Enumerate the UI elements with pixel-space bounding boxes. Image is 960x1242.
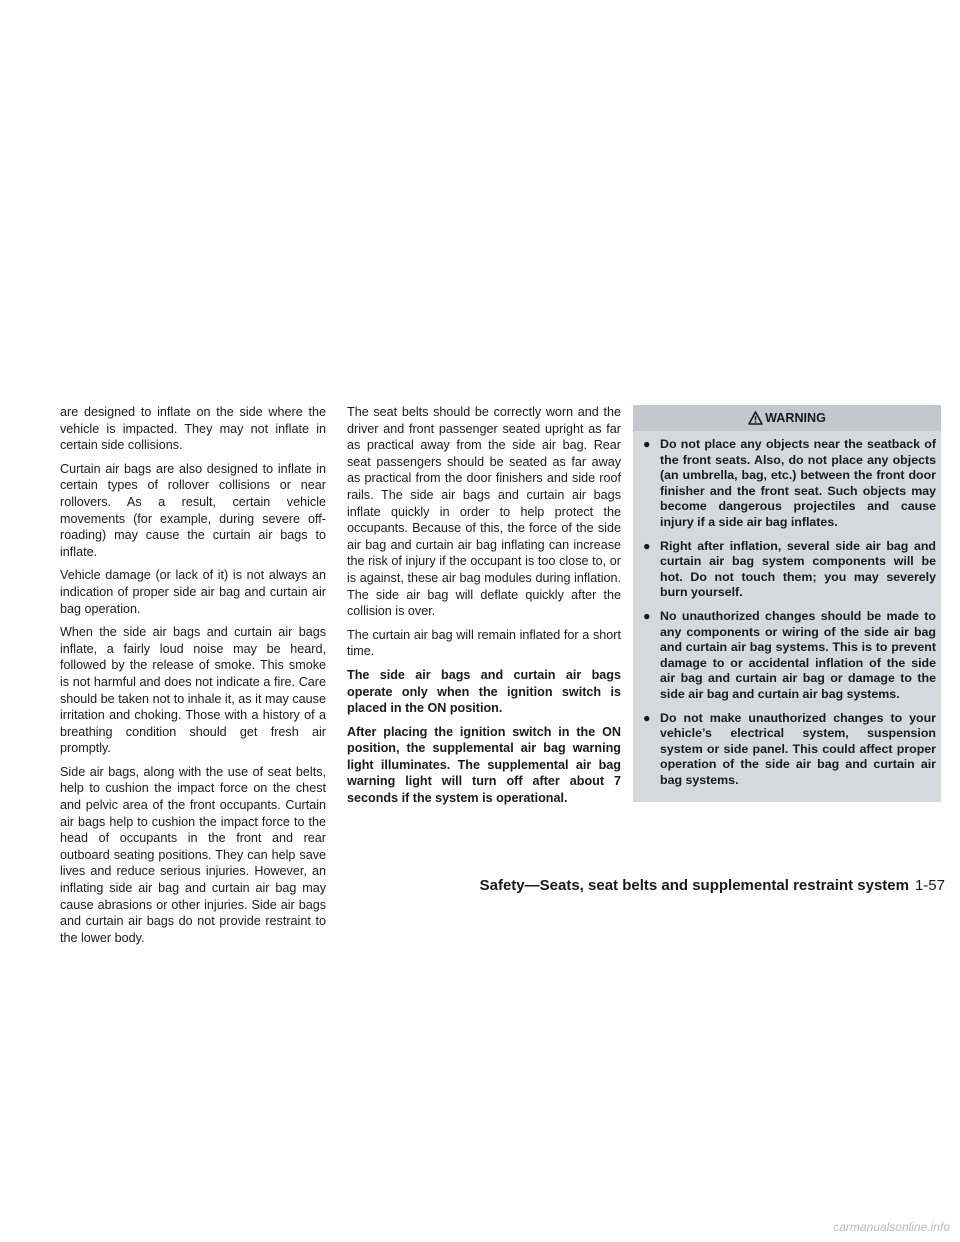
paragraph: When the side air bags and curtain air bags inflate, a fairly loud noise may be heard, followed by the release of smoke. This smoke is not harmful and does not indicate a fire. Care should be taken not to inhale it, as it may cause irritation and choking. Those with a history of a breathing condition should get fresh air promptly.: [60, 625, 326, 756]
text-column-left: [60, 404, 326, 953]
warning-box: [633, 405, 941, 802]
watermark: carmanualsonline.info: [833, 1220, 950, 1234]
warning-item: [643, 609, 936, 703]
bullet-icon: ●: [643, 437, 651, 451]
warning-item-text: Do not make unauthorized changes to your vehicle’s electrical system, suspension system or side panel. This could affect proper operation of the side air bag and curtain air bag systems.: [660, 710, 936, 787]
warning-item: [643, 711, 936, 789]
warning-item-text: Right after inflation, several side air bag and curtain air bag system components will be hot. Do not touch them; you may severely burn yourself.: [660, 538, 936, 600]
warning-header: [633, 405, 941, 431]
text-column-middle: [347, 404, 621, 814]
paragraph: The seat belts should be correctly worn and the driver and front passenger seated upright as far as practical away from the side air bag. Rear seat passengers should be seated as far away as practical from the door finishers and side roof rails. The side air bags and curtain air bags inflate quickly in order to help protect the occupants. Because of this, the force of the side air bag and curtain air bag inflating can increase the risk of injury if the occupant is too close to, or is against, these air bag modules during inflation. The side air bag will deflate quickly after the collision is over.: [347, 405, 621, 619]
page-number: 1-57: [914, 877, 945, 894]
warning-item: [643, 539, 936, 601]
warning-list: [633, 431, 941, 802]
bullet-icon: ●: [643, 710, 651, 725]
warning-item: [643, 437, 936, 531]
section-title: Safety—Seats, seat belts and supplemental restraint system: [479, 877, 909, 894]
warning-triangle-icon: [748, 411, 763, 425]
bold-paragraph: The side air bags and curtain air bags operate only when the ignition switch is placed in the ON position.: [347, 667, 621, 716]
paragraph: are designed to inflate on the side where the vehicle is impacted. They may not inflate in certain side collisions.: [60, 405, 326, 453]
page-footer: [455, 877, 945, 894]
warning-item-text: Do not place any objects near the seatback of the front seats. Also, do not place any objects (an umbrella, bag, etc.) between the front door finisher and the front seat. Such objects may become dangerous projectiles and cause injury if a side air bag inflates.: [660, 437, 936, 529]
paragraph: Side air bags, along with the use of seat belts, help to cushion the impact force on the chest and pelvic area of the front occupants. Curtain air bags help to cushion the impact force to the head of occupants in the front and rear outboard seating positions. They can help save lives and reduce serious injuries. However, an inflating side air bag and curtain air bag may cause abrasions or other injuries. Side air bags and curtain air bags do not provide restraint to the lower body.: [60, 764, 326, 945]
bold-paragraph: After placing the ignition switch in the ON position, the supplemental air bag warning light illuminates. The supplemental air bag warning light will turn off after about 7 seconds if the system is operational.: [347, 724, 621, 806]
paragraph: Curtain air bags are also designed to inflate in certain types of rollover collisions or near rollovers. As a result, certain vehicle movements (for example, during severe off-roading) may cause the curtain air bags to inflate.: [60, 461, 326, 559]
bullet-icon: ●: [643, 538, 651, 553]
warning-title: WARNING: [765, 411, 826, 425]
bullet-icon: ●: [643, 608, 651, 623]
paragraph: Vehicle damage (or lack of it) is not always an indication of proper side air bag and curtain air bag operation.: [60, 568, 326, 616]
paragraph: The curtain air bag will remain inflated for a short time.: [347, 627, 621, 659]
warning-item-text: No unauthorized changes should be made to any components or wiring of the side air bag and curtain air bag systems. This is to prevent damage to or accidental inflation of the side air bag and curtain air bag or damage to the side air bag and curtain air bag systems.: [660, 608, 936, 701]
